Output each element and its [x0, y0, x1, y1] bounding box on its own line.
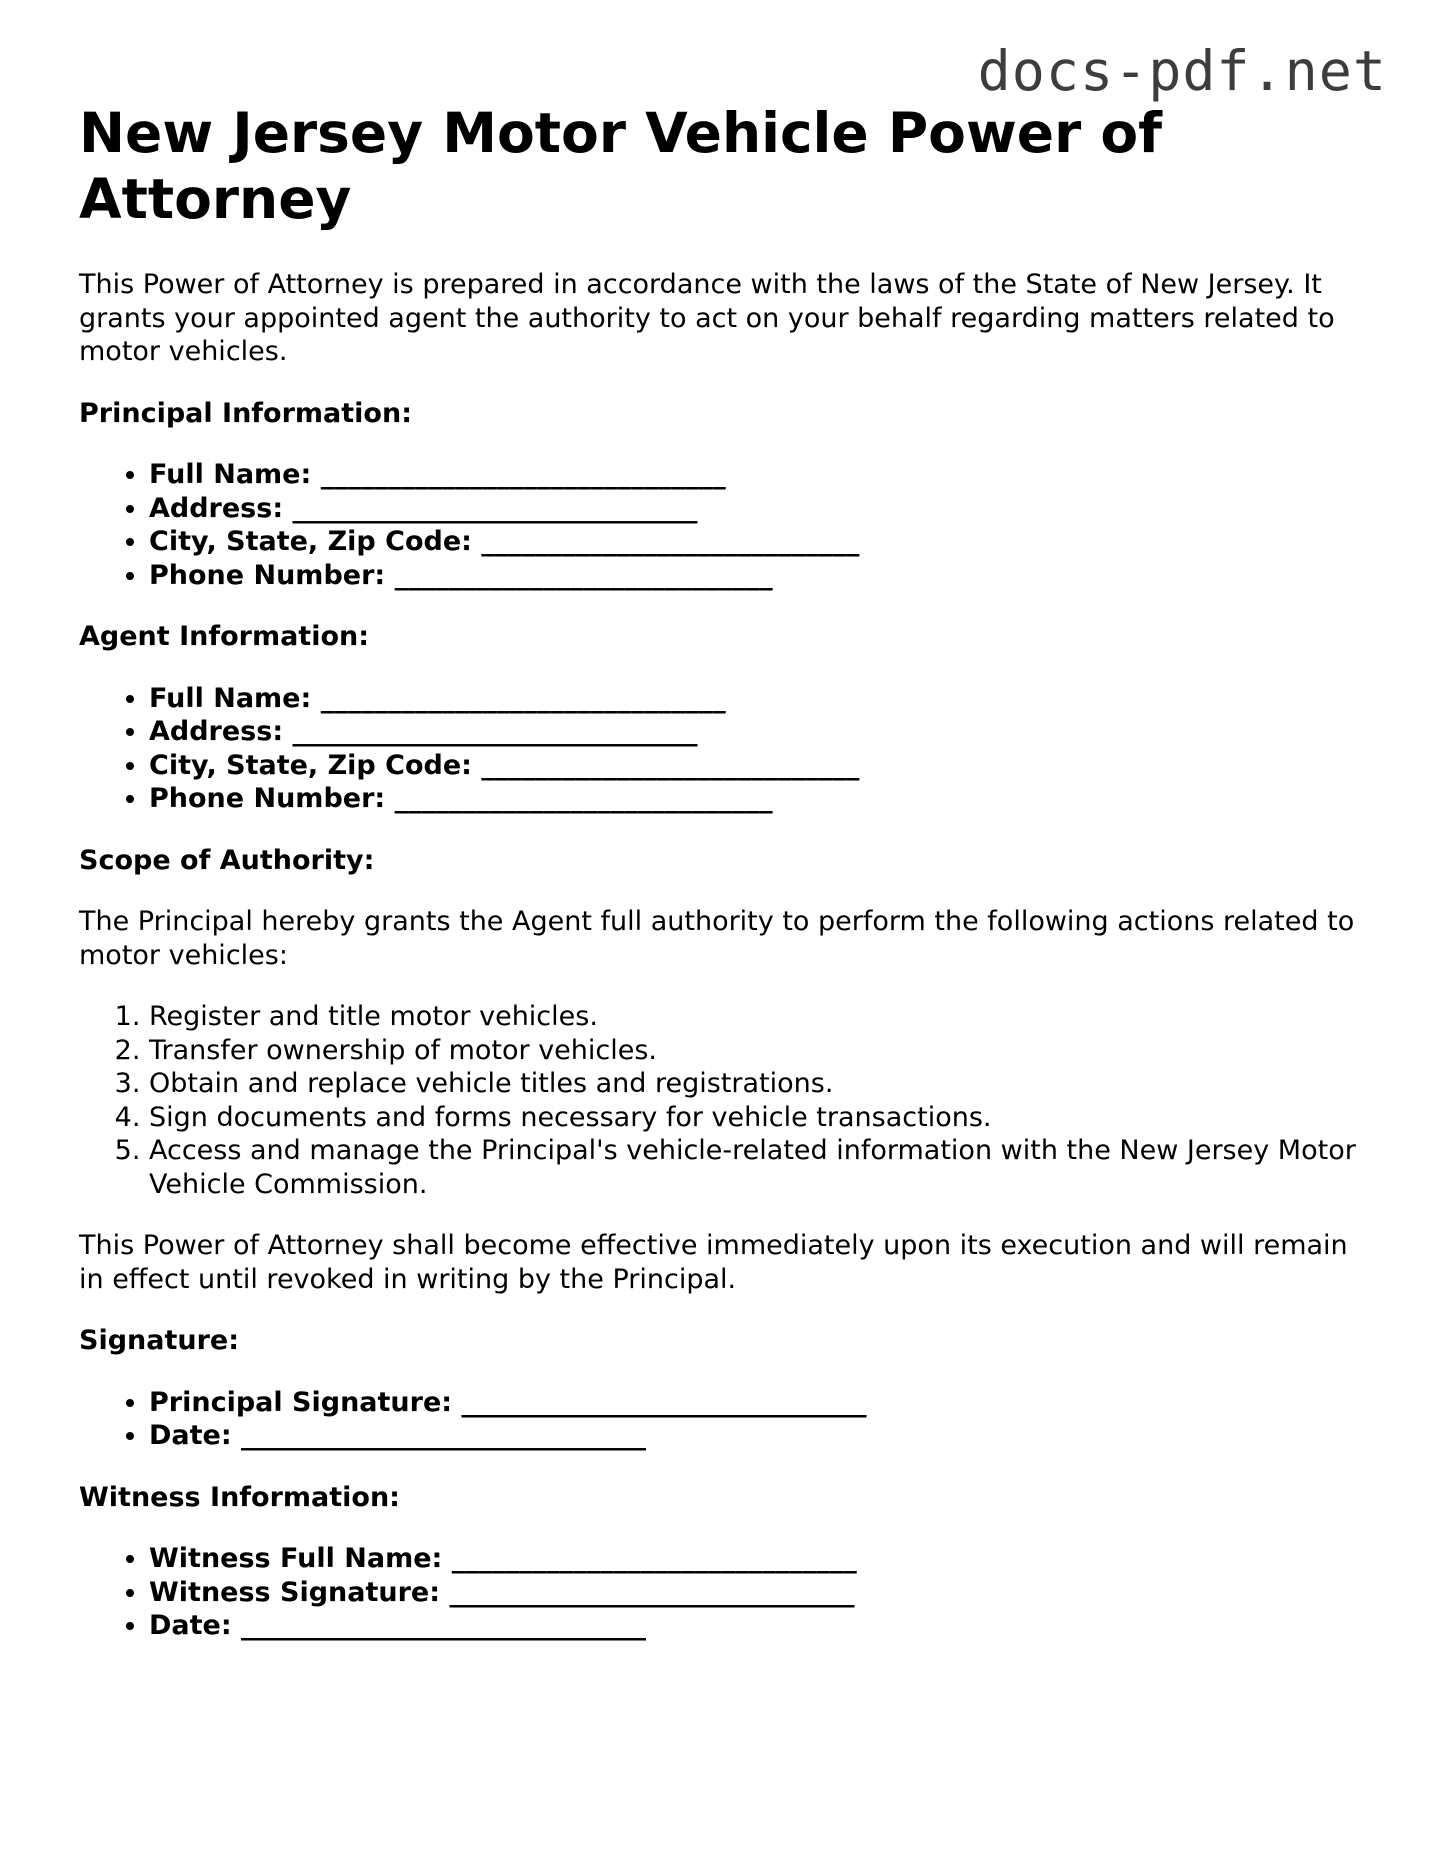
agent-full-name-field: • Full Name: ______________________________ [149, 682, 1379, 716]
scope-actions-list [79, 1000, 1379, 1201]
signature-heading: Signature: [79, 1325, 240, 1356]
agent-address-field: • Address: ______________________________ [149, 715, 1379, 749]
principal-city-state-zip-field: • City, State, Zip Code: ____________________________ [149, 525, 1379, 559]
signature-fields [79, 1386, 1379, 1453]
witness-heading: Witness Information: [79, 1481, 400, 1513]
agent-fields [79, 682, 1379, 816]
scope-intro: The Principal hereby grants the Agent full authority to perform the following actions related to motor vehicles: [79, 906, 1355, 971]
principal-address-field: • Address: ______________________________ [149, 492, 1379, 526]
page-title: New Jersey Motor Vehicle Power of Attorney [79, 101, 1163, 231]
agent-phone-field: • Phone Number: ____________________________ [149, 782, 1379, 816]
principal-full-name-field: • Full Name: ______________________________ [149, 458, 1379, 492]
document-body [79, 100, 1379, 1671]
principal-phone-field: • Phone Number: ____________________________ [149, 559, 1379, 593]
witness-full-name-field: • Witness Full Name: ______________________________ [149, 1542, 1379, 1576]
principal-fields [79, 458, 1379, 592]
effective-paragraph: This Power of Attorney shall become effective immediately upon its execution and will remain in effect until revoked in writing by the Principal. [79, 1230, 1348, 1295]
scope-action-item: 2. Transfer ownership of motor vehicles. [149, 1034, 1379, 1068]
intro-paragraph: This Power of Attorney is prepared in accordance with the laws of the State of New Jersey. It grants your appointed agent the authority to act on your behalf regarding matters related to motor vehicles. [79, 269, 1335, 367]
scope-action-item: 3. Obtain and replace vehicle titles and registrations. [149, 1067, 1379, 1101]
watermark: docs-pdf.net [977, 39, 1387, 103]
agent-city-state-zip-field: • City, State, Zip Code: ____________________________ [149, 749, 1379, 783]
scope-action-item: 4. Sign documents and forms necessary for vehicle transactions. [149, 1101, 1379, 1135]
scope-heading: Scope of Authority: [79, 844, 375, 876]
principal-heading: Principal Information: [79, 397, 413, 429]
scope-action-item: 5. Access and manage the Principal's vehicle-related information with the New Jersey Motor Vehicle Commission. [149, 1134, 1379, 1201]
scope-action-item: 1. Register and title motor vehicles. [149, 1000, 1379, 1034]
witness-fields [79, 1542, 1379, 1643]
signature-date-field: • Date: ______________________________ [149, 1419, 1379, 1453]
principal-signature-field: • Principal Signature: ______________________________ [149, 1386, 1379, 1420]
agent-heading: Agent Information: [79, 621, 370, 652]
witness-date-field: • Date: ______________________________ [149, 1609, 1379, 1643]
witness-signature-field: • Witness Signature: ______________________________ [149, 1576, 1379, 1610]
